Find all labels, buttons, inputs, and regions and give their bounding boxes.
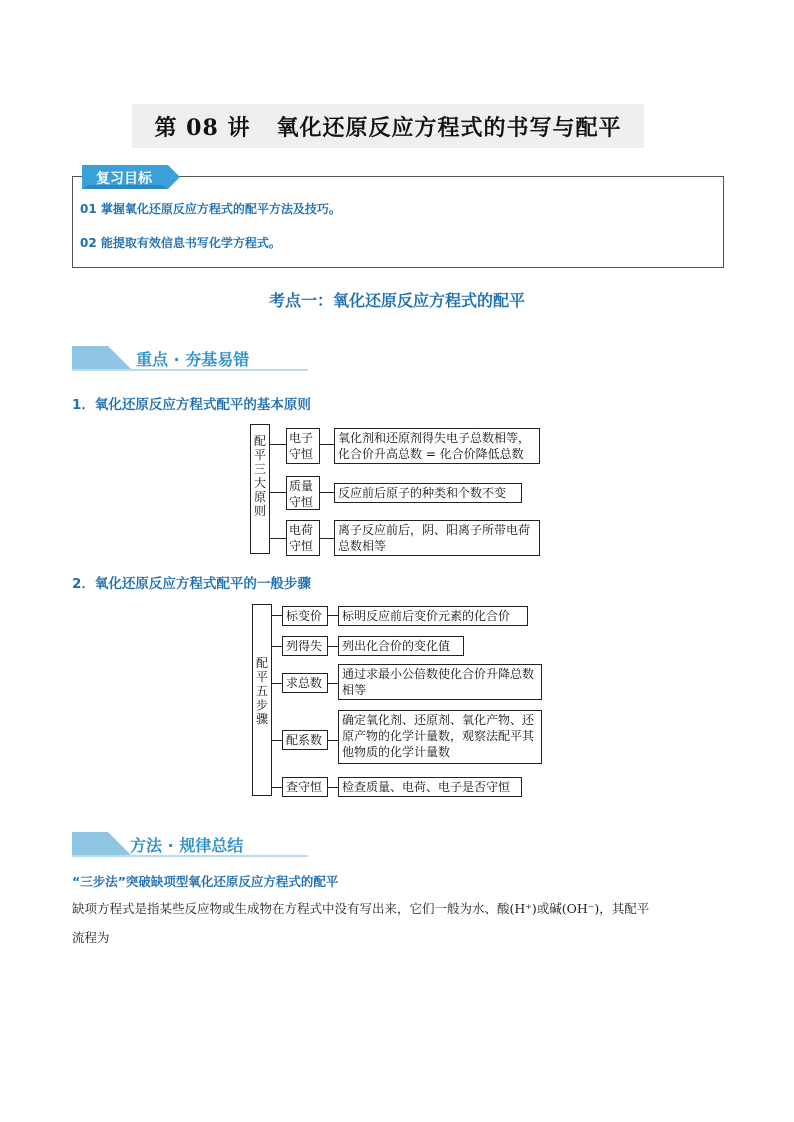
objective-item: 02 能提取有效信息书写化学方程式。 — [80, 236, 281, 250]
diagram-root-label: 配平五步骤 — [255, 656, 268, 726]
diagram-root-label: 配平三大原则 — [253, 434, 266, 518]
principle-key: 电荷守恒 — [286, 520, 320, 556]
step-key: 求总数 — [282, 673, 328, 693]
step-key: 列得失 — [282, 636, 328, 656]
step-desc: 列出化合价的变化值 — [338, 636, 464, 656]
step-key: 配系数 — [282, 730, 328, 750]
principle-key: 电子守恒 — [286, 428, 320, 464]
lesson-title: 氧化还原反应方程式的书写与配平 — [276, 114, 622, 141]
paragraph-line: 缺项方程式是指某些反应物或生成物在方程式中没有写出来，它们一般为水、酸(H⁺)或碱(OH⁻)，其配平 — [72, 901, 650, 916]
subheading: 2．氧化还原反应方程式配平的一般步骤 — [72, 576, 311, 592]
step-desc: 确定氧化剂、还原剂、氧化产物、还原产物的化学计量数，观察法配平其他物质的化学计量数 — [338, 710, 542, 764]
objectives-tab-label: 复习目标 — [96, 171, 152, 187]
step-key: 查守恒 — [282, 777, 328, 797]
lesson-number: 第 08 讲 — [154, 114, 251, 141]
objective-item: 01 掌握氧化还原反应方程式的配平方法及技巧。 — [80, 202, 341, 216]
subheading: 1．氧化还原反应方程式配平的基本原则 — [72, 397, 311, 413]
section-label: 方法 · 规律总结 — [130, 836, 244, 855]
objectives-box — [72, 176, 724, 268]
page-title — [132, 104, 644, 148]
step-desc: 标明反应前后变价元素的化合价 — [338, 606, 528, 626]
method-subtitle: “三步法”突破缺项型氧化还原反应方程式的配平 — [72, 874, 339, 889]
principle-key: 质量守恒 — [286, 476, 320, 510]
step-desc: 检查质量、电荷、电子是否守恒 — [338, 777, 522, 797]
principle-desc: 氧化剂和还原剂得失电子总数相等，化合价升高总数 = 化合价降低总数 — [334, 428, 540, 464]
principle-desc: 离子反应前后，阴、阳离子所带电荷总数相等 — [334, 520, 540, 556]
principle-desc: 反应前后原子的种类和个数不变 — [334, 483, 522, 503]
paragraph-line: 流程为 — [72, 930, 110, 945]
step-key: 标变价 — [282, 606, 328, 626]
section-label: 重点 · 夯基易错 — [136, 350, 250, 369]
kaodian-title: 考点一：氧化还原反应方程式的配平 — [268, 291, 525, 310]
step-desc: 通过求最小公倍数使化合价升降总数相等 — [338, 664, 542, 700]
